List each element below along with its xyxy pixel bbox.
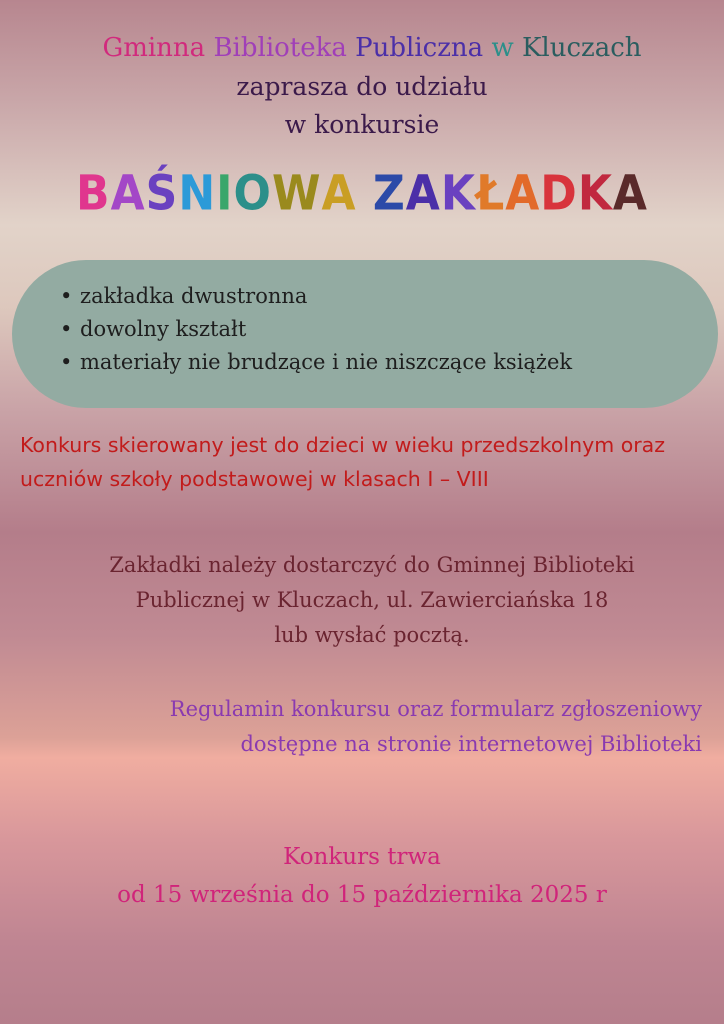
rules-info — [0, 692, 724, 762]
title-letter: Ł — [475, 165, 506, 222]
title-letter — [357, 165, 373, 221]
title-letter: I — [216, 165, 234, 222]
organizer-name — [20, 28, 724, 68]
contest-title — [0, 165, 724, 222]
title-letter: A — [110, 165, 146, 222]
title-letter: B — [76, 165, 111, 222]
title-letter: A — [505, 165, 541, 222]
title-letter: A — [321, 165, 357, 222]
header — [0, 28, 724, 144]
org-word: Biblioteka — [213, 33, 347, 63]
title-letter: A — [612, 165, 648, 222]
requirement-item: • materiały nie brudzące i nie niszczące książek — [80, 346, 718, 379]
contest-dates — [0, 838, 724, 914]
title-letter: K — [577, 165, 613, 222]
requirements-list — [12, 260, 718, 379]
title-letter: Ś — [145, 165, 179, 222]
rules-line-2: dostępne na stronie internetowej Biblioteki — [240, 732, 702, 756]
title-letter: K — [440, 165, 476, 222]
rules-line-1: Regulamin konkursu oraz formularz zgłoszeniowy — [169, 697, 702, 721]
title-letter: N — [178, 165, 217, 222]
delivery-line-3: lub wysłać pocztą. — [274, 623, 470, 647]
title-letter: O — [233, 165, 272, 222]
requirement-item: • dowolny kształt — [80, 313, 718, 346]
org-word: Kluczach — [521, 33, 642, 63]
delivery-line-1: Zakładki należy dostarczyć do Gminnej Biblioteki — [109, 553, 635, 577]
title-letter: W — [271, 165, 322, 222]
title-letter: Z — [372, 165, 406, 222]
title-letter: D — [540, 165, 578, 222]
dates-line-1: Konkurs trwa — [283, 844, 441, 870]
delivery-line-2: Publicznej w Kluczach, ul. Zawierciańska 18 — [135, 588, 609, 612]
delivery-info — [0, 548, 724, 653]
requirements-box — [12, 260, 718, 408]
target-audience: Konkurs skierowany jest do dzieci w wieku przedszkolnym oraz uczniów szkoły podstawowej w klasach I – VIII — [20, 433, 665, 491]
requirement-item: • zakładka dwustronna — [80, 280, 718, 313]
org-word: Gminna — [102, 33, 206, 63]
invite-line-1: zaprasza do udziału — [236, 72, 488, 101]
org-word: Publiczna — [355, 33, 484, 63]
invite-line-2: w konkursie — [284, 110, 440, 139]
title-letter: A — [405, 165, 441, 222]
dates-line-2: od 15 września do 15 października 2025 r — [117, 882, 607, 908]
org-word: w — [491, 33, 514, 63]
